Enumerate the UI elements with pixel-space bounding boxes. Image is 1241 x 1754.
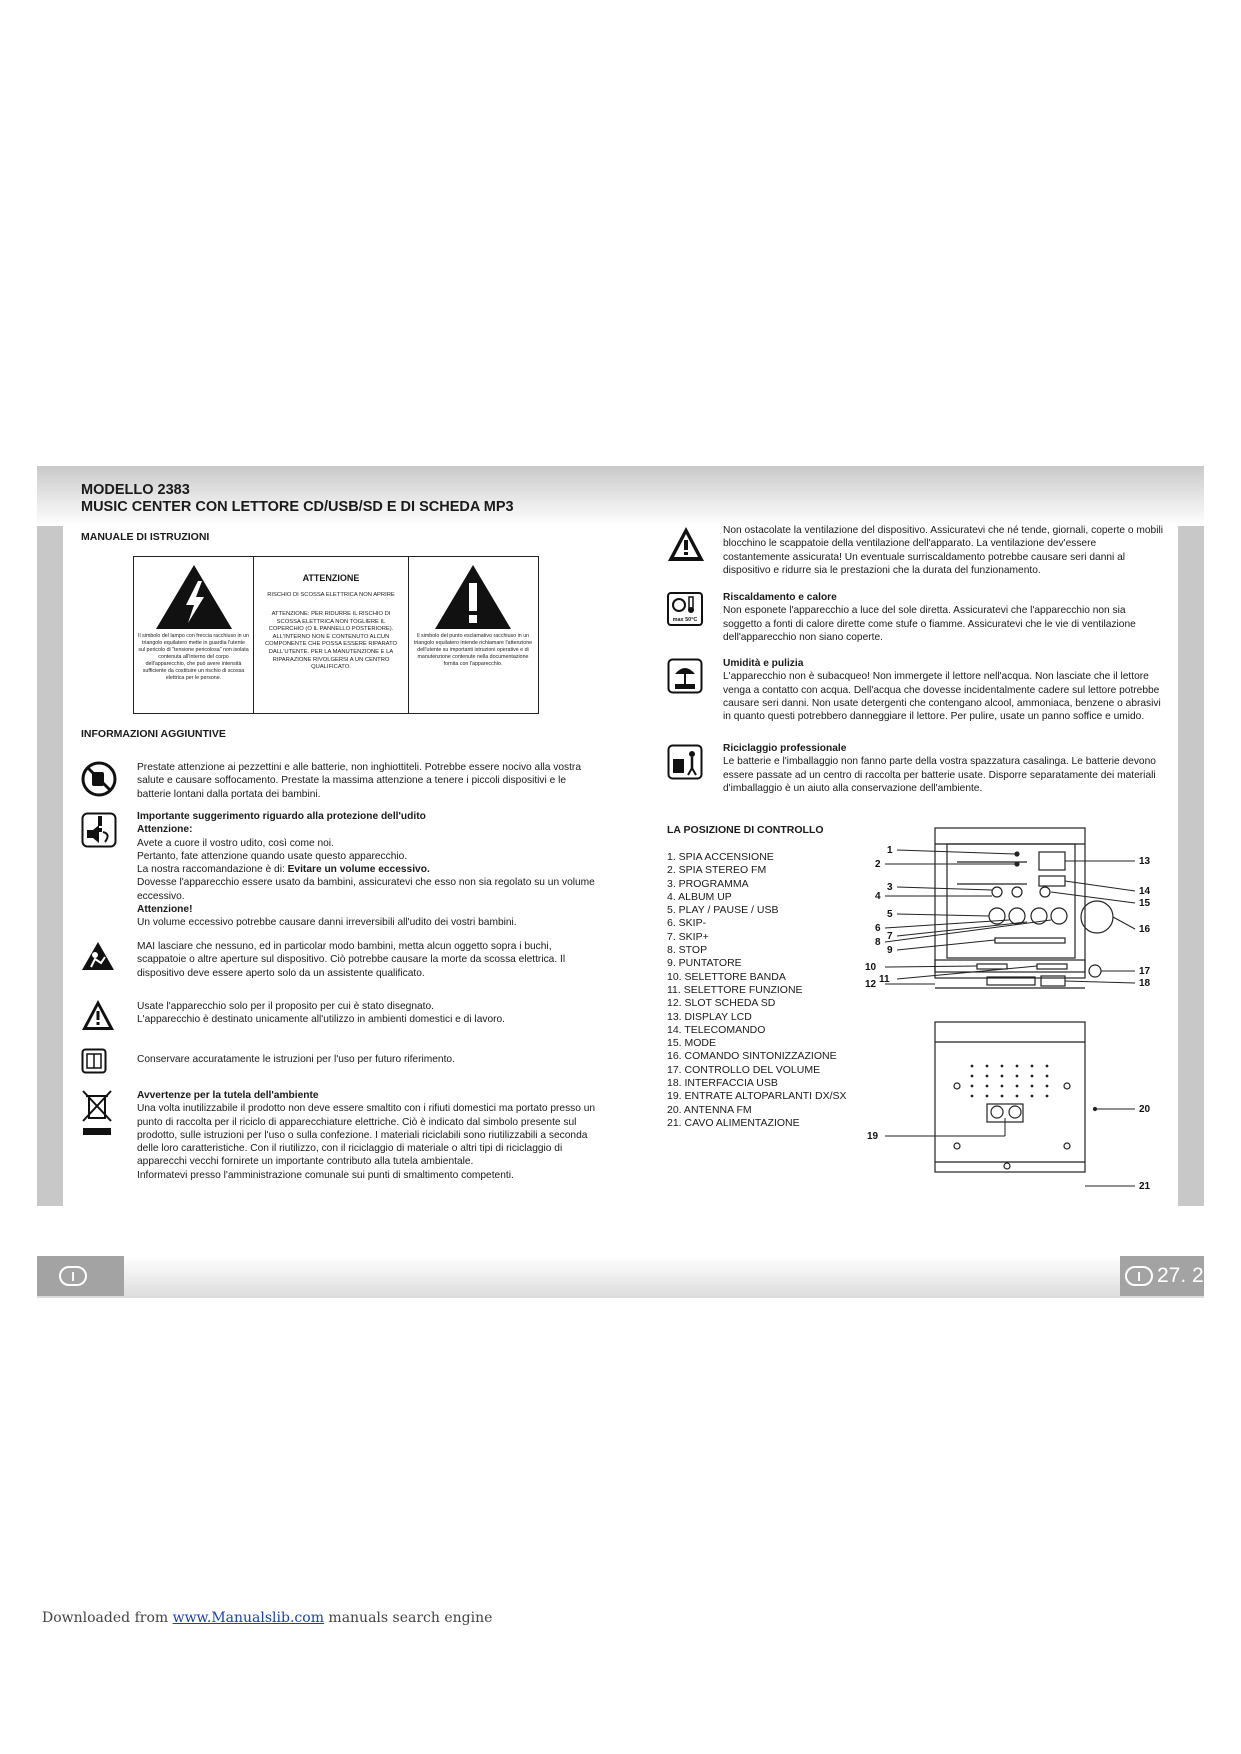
callout-13: 13 [1139,856,1151,867]
list-item: 20. ANTENNA FM [667,1103,752,1116]
purpose-line-2: L'apparecchio è destinato unicamente all'utilizzo in ambienti domestici e di lavoro. [137,1014,506,1026]
objects-warning-text: MAI lasciare che nessuno, ed in particolar modo bambini, metta alcun oggetto sopra i buchi, scappatoie o altre aperture sul dispositivo. Ciò potrebbe causare la morte da scossa elettrica. Il dispositivo deve essere aperto solo da un assistente qualificato. [137,941,566,979]
heat-icon [667,592,703,626]
list-item: 12. SLOT SCHEDA SD [667,997,776,1010]
callout-9: 9 [887,945,893,956]
list-item: 18. INTERFACCIA USB [667,1077,778,1090]
exclamation-warning-text: Il simbolo del punto esclamativo racchiuso in un triangolo equilatero intende richiamare l'attenzione dell'utente su importanti istruzioni operative e di manutenzione contenute nella documentazione fornita con l'apparecchio. [413,633,533,667]
weee-bin-icon [79,1088,115,1138]
callout-17: 17 [1139,966,1151,977]
hearing-attention-1: Attenzione: [137,824,193,836]
batteries-warning-text: Prestate attenzione ai pezzettini e alle batterie, non inghiottiteli. Potrebbe essere nocivo alla vostra salute e causare soffocamento. Prestate la massima attenzione a tenere i piccoli dispositivi e le batterie lontani dalla portata dei bambini. [137,762,581,800]
list-item: 7. SKIP+ [667,930,709,943]
footer-prefix: Downloaded from [42,1610,173,1626]
exclamation-warning-icon [433,563,513,631]
model-title: MODELLO 2383 [81,482,190,498]
recycle-title: Riciclaggio professionale [723,743,847,754]
ventilation-warning-icon [667,526,705,562]
lightning-warning-icon [154,563,234,631]
callout-11: 11 [879,974,890,985]
callout-16: 16 [1139,924,1151,935]
hearing-line-5: Un volume eccessivo potrebbe causare danni irreversibili all'udito dei vostri bambini. [137,917,517,929]
callout-18: 18 [1139,978,1151,989]
heat-icon-label: max 50°C [672,617,698,623]
heat-text: Non esponete l'apparecchio a luce del sole diretta. Assicuratevi che l'apparecchio non sia soggetto a fonti di calore dirette come stufe o fiamme. Assicuratevi che le vie di ventilazione dell'apparecchio non siano coperte. [723,605,1136,643]
list-item: 15. MODE [667,1037,717,1050]
callout-21: 21 [1139,1181,1151,1192]
caution-icon [81,999,115,1031]
list-item: 8. STOP [667,944,708,957]
callout-3: 3 [887,882,893,893]
list-item: 1. SPIA ACCENSIONE [667,851,774,863]
list-item: 14. TELECOMANDO [667,1023,766,1036]
list-item: 10. SELETTORE BANDA [667,970,786,983]
ventilation-text: Non ostacolate la ventilazione del dispositivo. Assicuratevi che né tende, giornali, coperte o mobili blocchino le scappatoie della ventilazione dell'apparato. La ventilazione dev'essere costantemente assicurata! Un eventuale surriscaldamento potrebbe causare seri danni al dispositivo e ridurre sia le prestazioni che la durata del funzionamento. [723,525,1164,576]
recycle-text: Le batterie e l'imballaggio non fanno parte della vostra spazzatura casalinga. Le batterie devono essere passate ad un centro di raccolta per batterie usate. Disporre separatamente dei materiali d'imballaggio è un aiuto alla conservazione dell'ambiente. [723,756,1156,794]
left-page-tab [37,1256,124,1296]
callout-7: 7 [887,931,893,942]
hearing-line-2: Pertanto, fate attenzione quando usate questo apparecchio. [137,850,408,862]
callout-1: 1 [887,845,893,856]
front-panel-outline [935,828,1085,978]
manual-subtitle: MANUALE DI ISTRUZIONI [81,531,210,543]
manualslib-link[interactable]: www.Manualslib.com [172,1610,324,1626]
list-item: 6. SKIP- [667,917,707,930]
purpose-section [137,1000,602,1027]
heat-title: Riscaldamento e calore [723,592,837,603]
page-number: 27. 2 [1157,1264,1204,1287]
attention-panel [254,557,409,713]
environment-text: Una volta inutilizzabile il prodotto non deve essere smaltito con i rifiuti domestici ma portato presso un punto di raccolta per il riciclo di apparecchiature elettriche. Ciò è indicato dal simbolo presente sul prodotto, sulle istruzioni per l'uso o sulla confezione. I materiali riciclabili sono riutilizzabili a seconda delle loro caratteristiche. Con il riutilizzo, con il riciclaggio di materiale o altri tipi di riciclaggio di apparecchi vecchi fornirete un importante contributo alla tutela ambientale. [137,1103,596,1168]
callout-6: 6 [875,923,881,934]
electric-shock-icon [81,941,115,971]
list-item: 11. SELETTORE FUNZIONE [667,983,803,996]
manual-spread [37,466,1204,1298]
footer-band [37,1256,1204,1298]
callout-8: 8 [875,937,881,948]
device-diagram [865,824,1167,1204]
purpose-line-1: Usate l'apparecchio solo per il proposito per cui è stato disegnato. [137,1001,434,1012]
download-footer [42,1610,492,1626]
info-heading: INFORMAZIONI AGGIUNTIVE [81,728,226,740]
language-badge-right: I [1125,1266,1153,1286]
callout-15: 15 [1139,898,1151,909]
callout-2: 2 [875,859,881,870]
list-item: 17. CONTROLLO DEL VOLUME [667,1063,821,1076]
controls-list [667,851,847,1130]
list-item: 2. SPIA STEREO FM [667,864,767,877]
exclamation-warning-panel [409,557,537,713]
callout-14: 14 [1139,886,1151,897]
environment-section [137,1089,602,1182]
attention-risk: RISCHIO DI SCOSSA ELETTRICA NON APRIRE [267,592,395,598]
tuning-knob [1081,901,1113,933]
hearing-line-3b: Evitare un volume eccessivo. [287,864,430,876]
hearing-line-1: Avete a cuore il vostro udito, così come noi. [137,837,334,849]
no-swallow-icon [81,761,117,797]
callout-20: 20 [1139,1104,1151,1115]
left-side-strip [37,526,63,1206]
hearing-title: Importante suggerimento riguardo alla protezione dell'udito [137,811,426,822]
list-item: 9. PUNTATORE [667,957,742,970]
keep-instructions-text: Conservare accuratamente le istruzioni per l'uso per futuro riferimento. [137,1054,455,1065]
thermometer-icon [669,595,701,615]
list-item: 4. ALBUM UP [667,890,732,903]
humidity-icon [667,658,703,694]
hearing-line-4: Dovesse l'apparecchio essere usato da bambini, assicuratevi che esso non sia regolato su un volume eccessivo. [137,877,595,902]
safety-warning-box [133,556,539,714]
heat-section [723,591,1163,644]
recycle-section [723,742,1163,795]
list-item: 13. DISPLAY LCD [667,1010,752,1023]
environment-last-line: Informatevi presso l'amministrazione comunale sui punti di smaltimento competenti. [137,1169,514,1181]
hearing-attention-2: Attenzione! [137,904,193,916]
attention-text: ATTENZIONE: PER RIDURRE IL RISCHIO DI SCOSSA ELETTRICA NON TOGLIERE IL COPERCHIO (O IL PANNELLO POSTERIORE). ALL'INTERNO NON È CONTENUTO ALCUN COMPONENTE CHE POSSA ESSERE RIPARATO DALL'UTENTE. PER LA MANUTENZIONE E LA RIPARAZIONE RIVOLGERSI A UN CENTRO QUALIFICATO. [264,611,398,671]
humidity-section [723,657,1163,723]
hearing-line-3a: La nostra raccomandazione è di: [137,864,288,876]
callout-19: 19 [867,1131,879,1142]
hearing-section [137,810,602,930]
hearing-warning-icon [81,812,117,848]
product-title: MUSIC CENTER CON LETTORE CD/USB/SD E DI SCHEDA MP3 [81,499,514,515]
page-title [81,482,514,516]
right-page-tab [1120,1256,1204,1296]
list-item: 19. ENTRATE ALTOPARLANTI DX/SX [667,1090,847,1103]
callout-5: 5 [887,909,893,920]
environment-title: Avvertenze per la tutela dell'ambiente [137,1090,319,1101]
callout-4: 4 [875,891,881,902]
recycle-icon [667,744,703,780]
list-item: 3. PROGRAMMA [667,877,749,890]
footer-suffix: manuals search engine [323,1610,493,1626]
humidity-text: L'apparecchio non è subacqueo! Non immergete il lettore nell'acqua. Non lasciate che il lettore venga a contatto con acqua. Dell'acqua che dovesse incidentalmente cadere sul lettore potrebbe causare seri danni. Non usate detergenti che contengano alcool, ammoniaca, benzene o abrasivi in quanto questi potrebbero danneggiare il lettore. Per pulire, usate un panno soffice e umido. [723,671,1161,723]
language-badge-left: I [59,1266,87,1286]
attention-title: ATTENZIONE [302,573,360,583]
list-item: 16. COMANDO SINTONIZZAZIONE [667,1050,837,1063]
humidity-title: Umidità e pulizia [723,658,804,669]
lightning-warning-text: Il simbolo del lampo con freccia racchiuso in un triangolo equilatero mette in guardia l'utente sul pericolo di "tensione pericolosa" non isolata contenuta all'interno del corpo dell'apparecchio, che può avere intensità sufficiente da costituire un rischio di scossa elettrica per le persone. [138,633,249,681]
manual-book-icon [81,1048,107,1074]
callout-10: 10 [865,962,877,973]
list-item: 5. PLAY / PAUSE / USB [667,904,779,917]
callout-12: 12 [865,979,877,990]
right-side-strip [1178,526,1204,1206]
lcd-display [1039,852,1065,870]
lightning-warning-panel [134,557,254,713]
list-item: 21. CAVO ALIMENTAZIONE [667,1116,800,1129]
controls-heading: LA POSIZIONE DI CONTROLLO [667,824,824,836]
